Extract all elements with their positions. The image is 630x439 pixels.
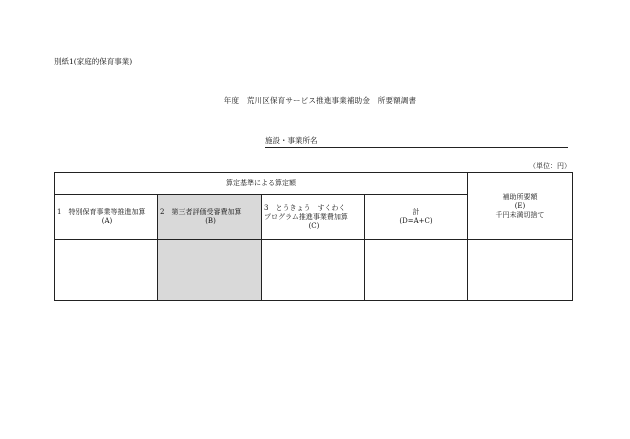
calculation-group-header: 算定基準による算定額 [55, 173, 468, 195]
column-header-b: 2 第三者評価受審費加算 (B) [158, 195, 262, 240]
amount-cell-e[interactable] [468, 240, 573, 301]
required-amount-header: 補助所要額 (E) 千円未満切捨て [468, 173, 573, 240]
document-title: 年度 荒川区保育サービス推進事業補助金 所要額調書 [223, 96, 417, 105]
column-header-d: 計 (D=A+C) [365, 195, 468, 240]
amount-cell-b[interactable] [158, 240, 262, 301]
column-header-a: 1 特別保育事業等推進加算 (A) [55, 195, 158, 240]
facility-name-label: 施設・事業所名 [265, 136, 318, 145]
document-label: 別紙1(家庭的保育事業) [54, 57, 133, 66]
facility-name-field[interactable] [265, 135, 568, 148]
amount-cell-a[interactable] [55, 240, 158, 301]
amount-cell-d[interactable] [365, 240, 468, 301]
unit-label: （単位：円） [529, 162, 571, 170]
column-header-c: 3 とうきょう すくわく プログラム推進事業費加算 (C) [262, 195, 365, 240]
amount-cell-c[interactable] [262, 240, 365, 301]
amount-table [54, 172, 573, 301]
